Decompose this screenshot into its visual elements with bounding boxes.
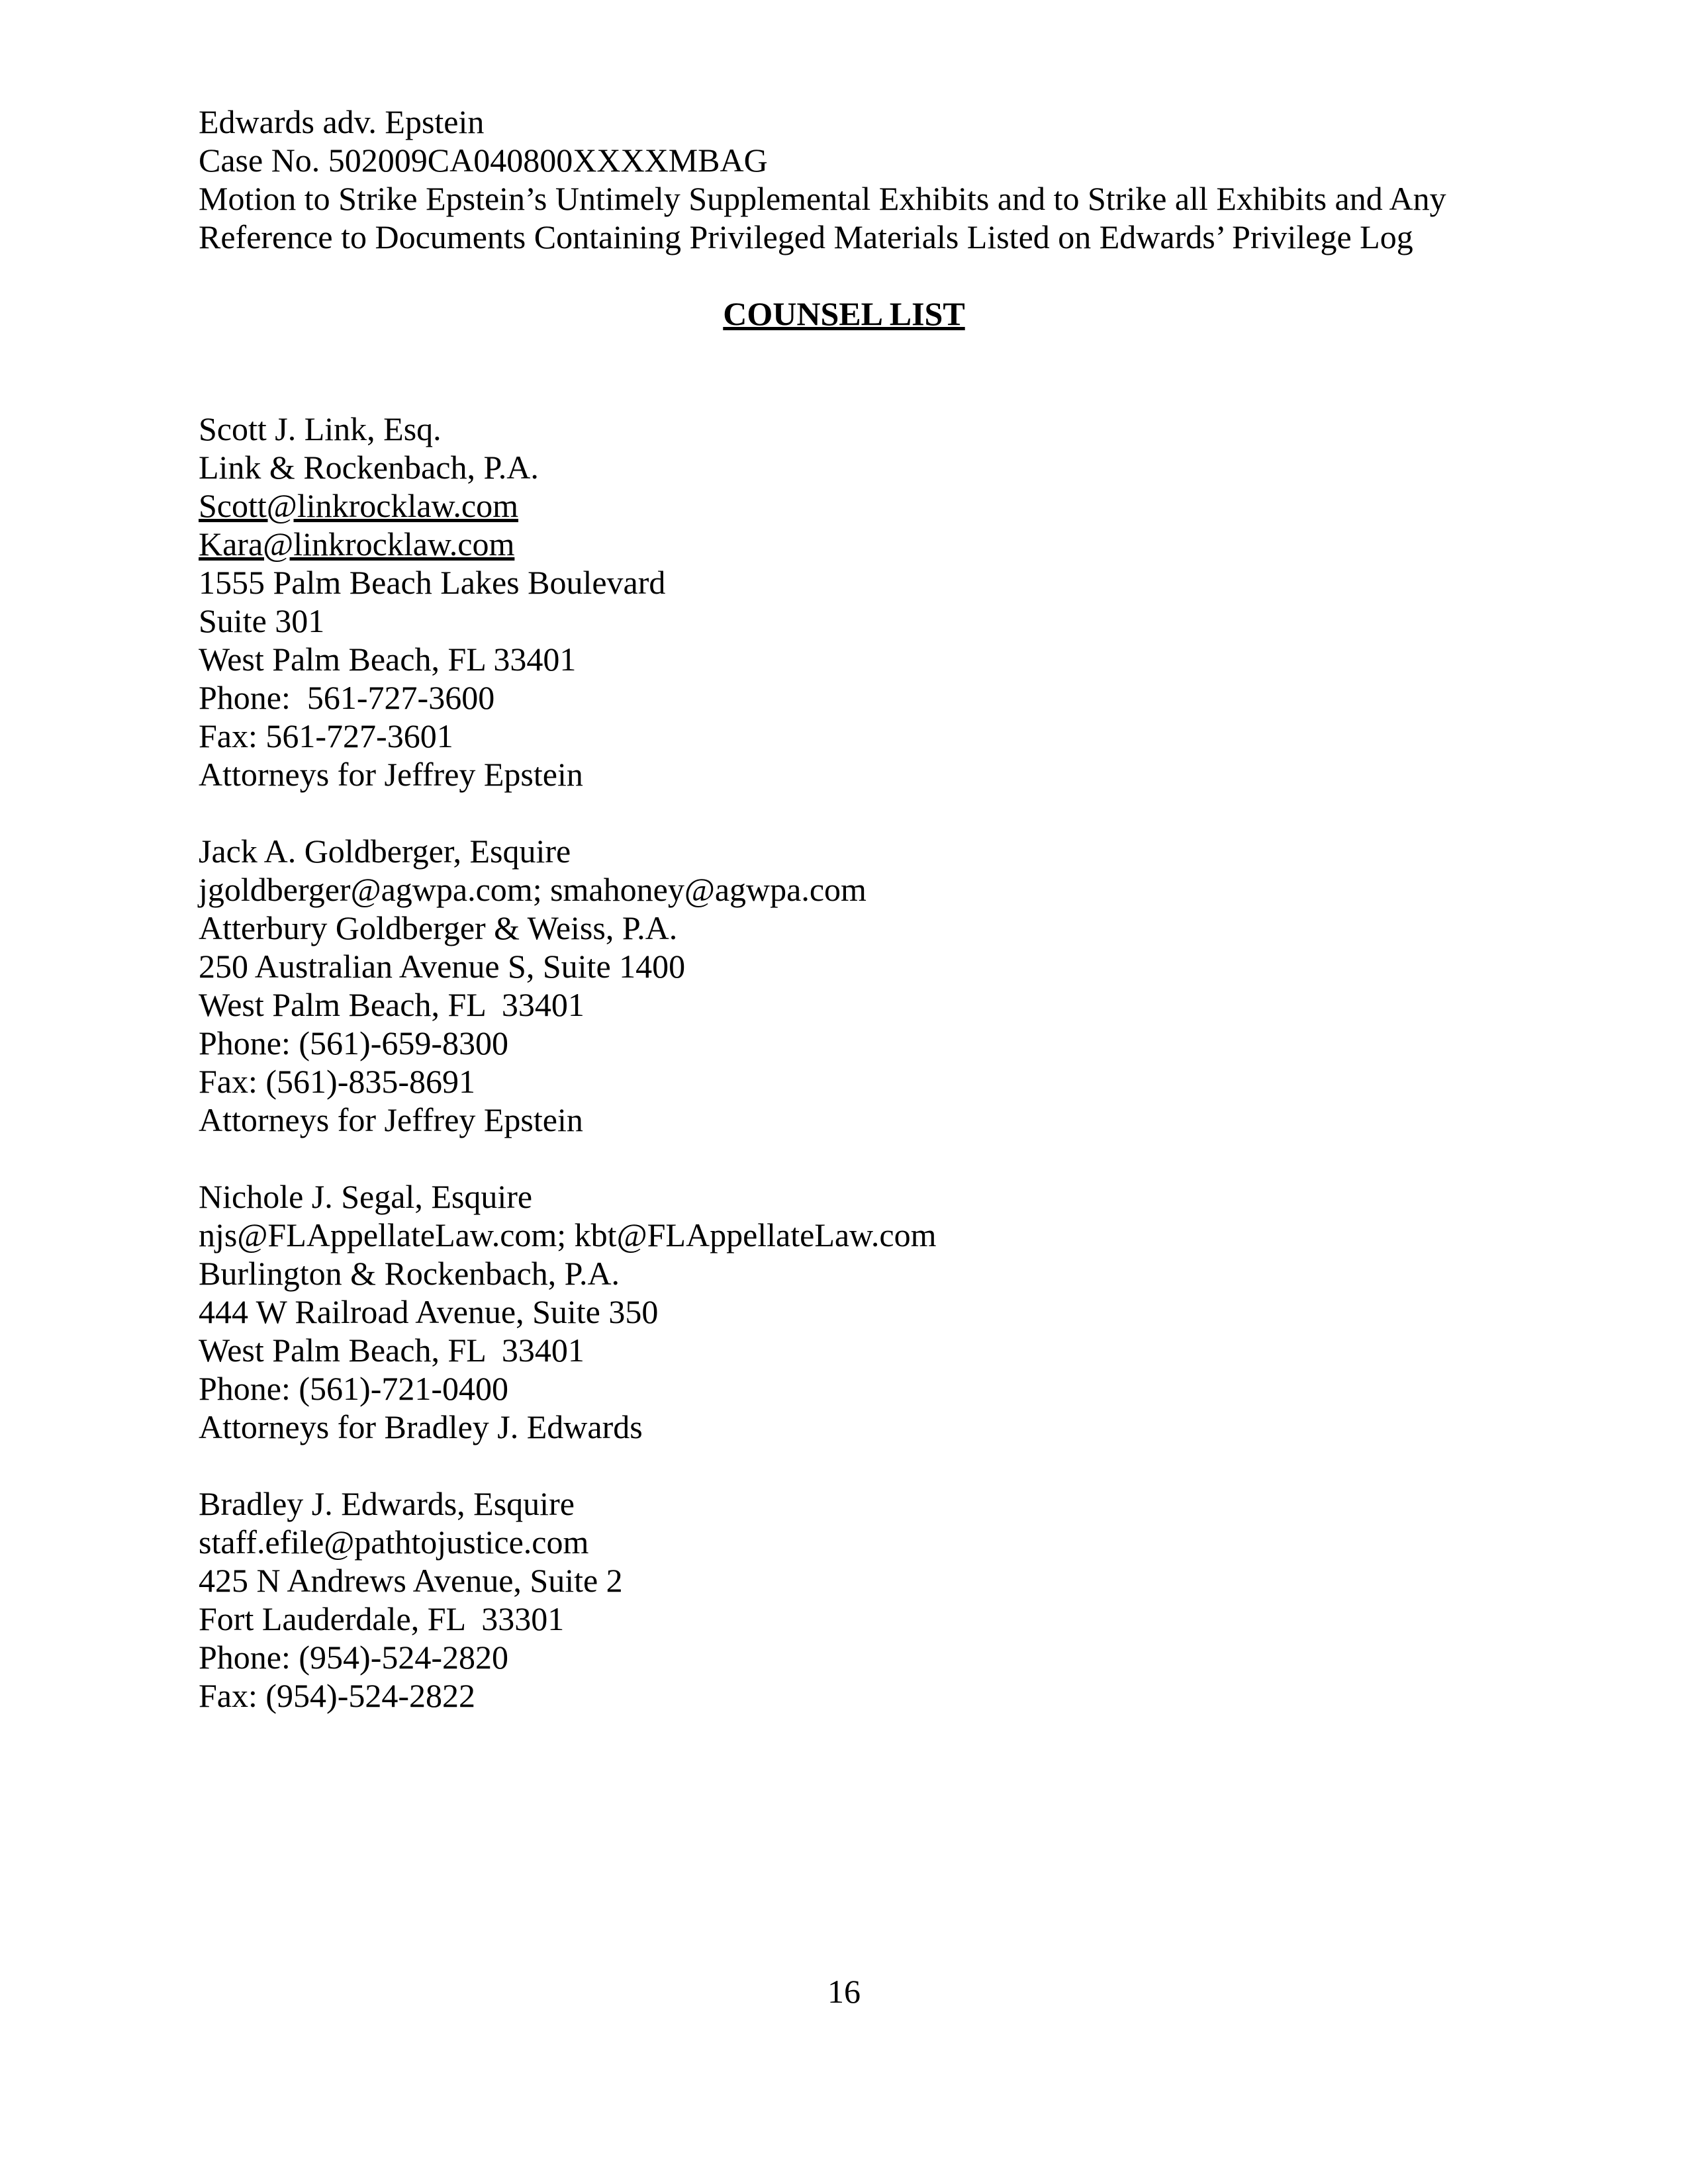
firm-name: Link & Rockenbach, P.A. bbox=[199, 449, 539, 486]
address-line: West Palm Beach, FL 33401 bbox=[199, 641, 577, 678]
email-line: jgoldberger@agwpa.com; smahoney@agwpa.com bbox=[199, 871, 867, 908]
phone-line: Phone: (561)-721-0400 bbox=[199, 1370, 508, 1407]
attorney-name: Bradley J. Edwards, Esquire bbox=[199, 1485, 575, 1522]
address-line: 1555 Palm Beach Lakes Boulevard bbox=[199, 564, 666, 601]
counsel-block-edwards bbox=[199, 1484, 1489, 1715]
address-line: Suite 301 bbox=[199, 602, 325, 639]
address-line: Fort Lauderdale, FL 33301 bbox=[199, 1600, 565, 1637]
counsel-block-segal bbox=[199, 1177, 1489, 1446]
email-link: Kara@linkrocklaw.com bbox=[199, 525, 515, 563]
representation-line: Attorneys for Bradley J. Edwards bbox=[199, 1408, 643, 1445]
caption-motion-title-line-1: Motion to Strike Epstein’s Untimely Supplemental Exhibits and to Strike all Exhibits and Any bbox=[199, 180, 1446, 217]
attorney-name: Scott J. Link, Esq. bbox=[199, 410, 442, 447]
email-line: staff.efile@pathtojustice.com bbox=[199, 1524, 589, 1561]
case-caption bbox=[199, 103, 1489, 256]
caption-case-number: Case No. 502009CA040800XXXXMBAG bbox=[199, 142, 768, 179]
firm-name: Burlington & Rockenbach, P.A. bbox=[199, 1255, 620, 1292]
counsel-block-link bbox=[199, 410, 1489, 794]
email-link: Scott@linkrocklaw.com bbox=[199, 487, 518, 524]
counsel-list-title: COUNSEL LIST bbox=[723, 295, 965, 332]
email-line: njs@FLAppellateLaw.com; kbt@FLAppellateLaw.com bbox=[199, 1216, 937, 1253]
address-line: West Palm Beach, FL 33401 bbox=[199, 986, 585, 1023]
address-line: West Palm Beach, FL 33401 bbox=[199, 1332, 585, 1369]
fax-line: Fax: (561)-835-8691 bbox=[199, 1063, 475, 1100]
attorney-name: Nichole J. Segal, Esquire bbox=[199, 1178, 533, 1215]
phone-line: Phone: (561)-659-8300 bbox=[199, 1024, 508, 1062]
counsel-block-goldberger bbox=[199, 832, 1489, 1139]
page-number: 16 bbox=[827, 1973, 861, 2010]
document-content bbox=[199, 103, 1489, 1715]
phone-line: Phone: 561-727-3600 bbox=[199, 679, 495, 716]
caption-motion-title-line-2: Reference to Documents Containing Privileged Materials Listed on Edwards’ Privilege Log bbox=[199, 218, 1413, 255]
address-line: 425 N Andrews Avenue, Suite 2 bbox=[199, 1562, 623, 1599]
caption-case-name: Edwards adv. Epstein bbox=[199, 103, 485, 140]
phone-line: Phone: (954)-524-2820 bbox=[199, 1639, 508, 1676]
address-line: 250 Australian Avenue S, Suite 1400 bbox=[199, 948, 686, 985]
firm-name: Atterbury Goldberger & Weiss, P.A. bbox=[199, 909, 678, 946]
fax-line: Fax: (954)-524-2822 bbox=[199, 1677, 475, 1714]
representation-line: Attorneys for Jeffrey Epstein bbox=[199, 756, 583, 793]
address-line: 444 W Railroad Avenue, Suite 350 bbox=[199, 1293, 659, 1330]
attorney-name: Jack A. Goldberger, Esquire bbox=[199, 833, 571, 870]
representation-line: Attorneys for Jeffrey Epstein bbox=[199, 1101, 583, 1138]
fax-line: Fax: 561-727-3601 bbox=[199, 717, 453, 754]
